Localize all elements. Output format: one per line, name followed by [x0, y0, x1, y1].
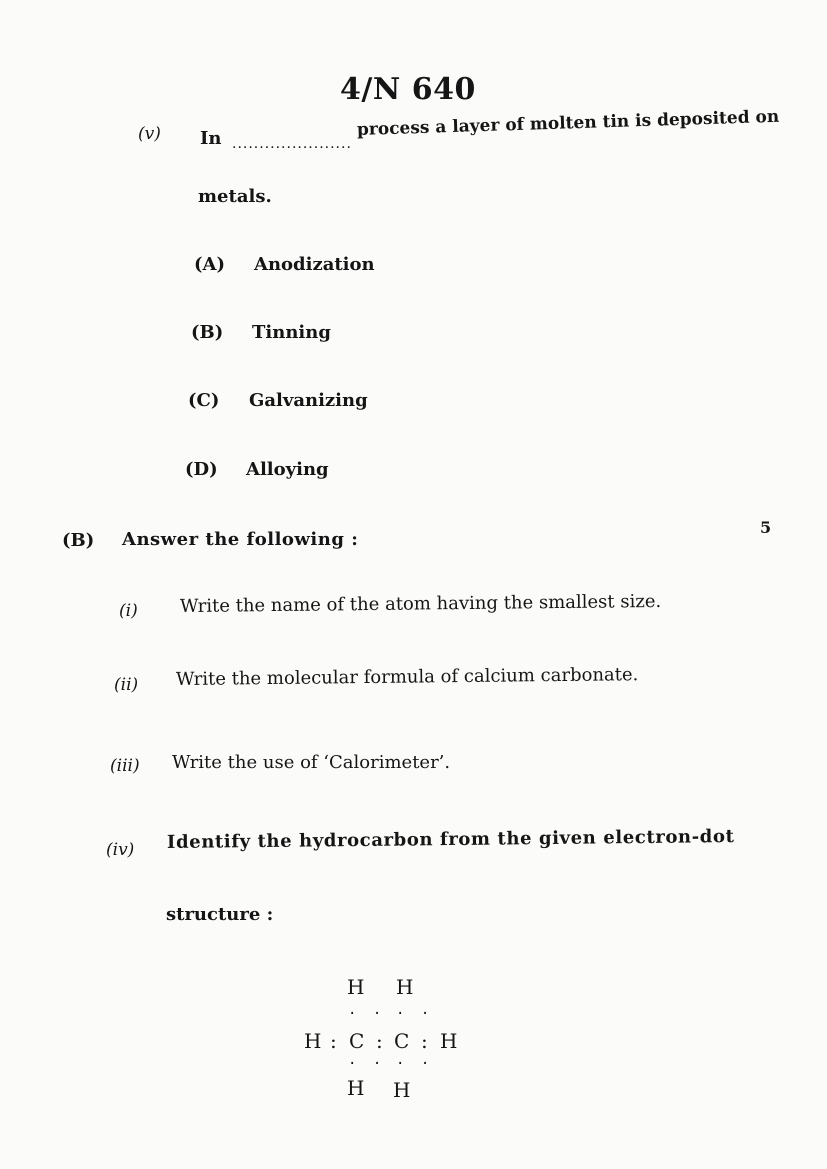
- atom-h-left: H: [304, 1029, 322, 1053]
- question-ii-text: Write the molecular formula of calcium carbonate.: [175, 664, 639, 690]
- question-v-text-line2: metals.: [198, 186, 272, 207]
- electron-pair-h-c-left: :: [330, 1029, 337, 1053]
- option-c-text: Galvanizing: [249, 390, 368, 411]
- question-number-v: (v): [138, 124, 161, 144]
- electron-pair-c-h-right: :: [421, 1029, 428, 1053]
- question-number-iii: (iii): [110, 756, 140, 776]
- option-a-text: Anodization: [254, 254, 375, 275]
- option-c-label: (C): [188, 390, 220, 411]
- atom-h-bottom-left: H: [347, 1076, 365, 1100]
- electron-pair-bottom-left: . .: [348, 1052, 386, 1068]
- option-a-label: (A): [194, 254, 225, 275]
- question-number-iv: (iv): [106, 840, 135, 860]
- electron-pair-bottom-right: . .: [396, 1052, 434, 1068]
- section-b-heading: Answer the following :: [122, 529, 359, 550]
- fill-in-blank: ......................: [232, 136, 352, 152]
- question-iv-text: Identify the hydrocarbon from the given electron-dot: [166, 826, 735, 853]
- atom-c-left: C: [349, 1029, 365, 1053]
- question-v-text-start: In: [200, 128, 222, 149]
- question-number-i: (i): [119, 601, 138, 621]
- option-b-label: (B): [191, 322, 224, 343]
- atom-h-top-right: H: [396, 975, 414, 999]
- electron-pair-c-c: :: [376, 1029, 383, 1053]
- question-number-ii: (ii): [114, 675, 139, 695]
- section-b-marks: 5: [760, 518, 772, 537]
- atom-h-bottom-right: H: [393, 1078, 411, 1102]
- question-iv-text-line2: structure :: [166, 904, 274, 925]
- option-d-text: Alloying: [246, 459, 329, 480]
- question-iii-text: Write the use of ‘Calorimeter’.: [172, 752, 451, 773]
- option-d-label: (D): [185, 459, 218, 480]
- atom-c-right: C: [394, 1029, 410, 1053]
- atom-h-top-left: H: [347, 975, 365, 999]
- question-i-text: Write the name of the atom having the smallest size.: [179, 590, 662, 617]
- electron-pair-top-right: . .: [396, 1002, 434, 1018]
- question-v-text-rest: process a layer of molten tin is deposited on: [356, 106, 780, 140]
- section-b-label: (B): [62, 530, 95, 551]
- page-code: 4/N 640: [340, 72, 476, 107]
- option-b-text: Tinning: [252, 322, 331, 343]
- atom-h-right: H: [440, 1029, 458, 1053]
- electron-pair-top-left: . .: [348, 1002, 386, 1018]
